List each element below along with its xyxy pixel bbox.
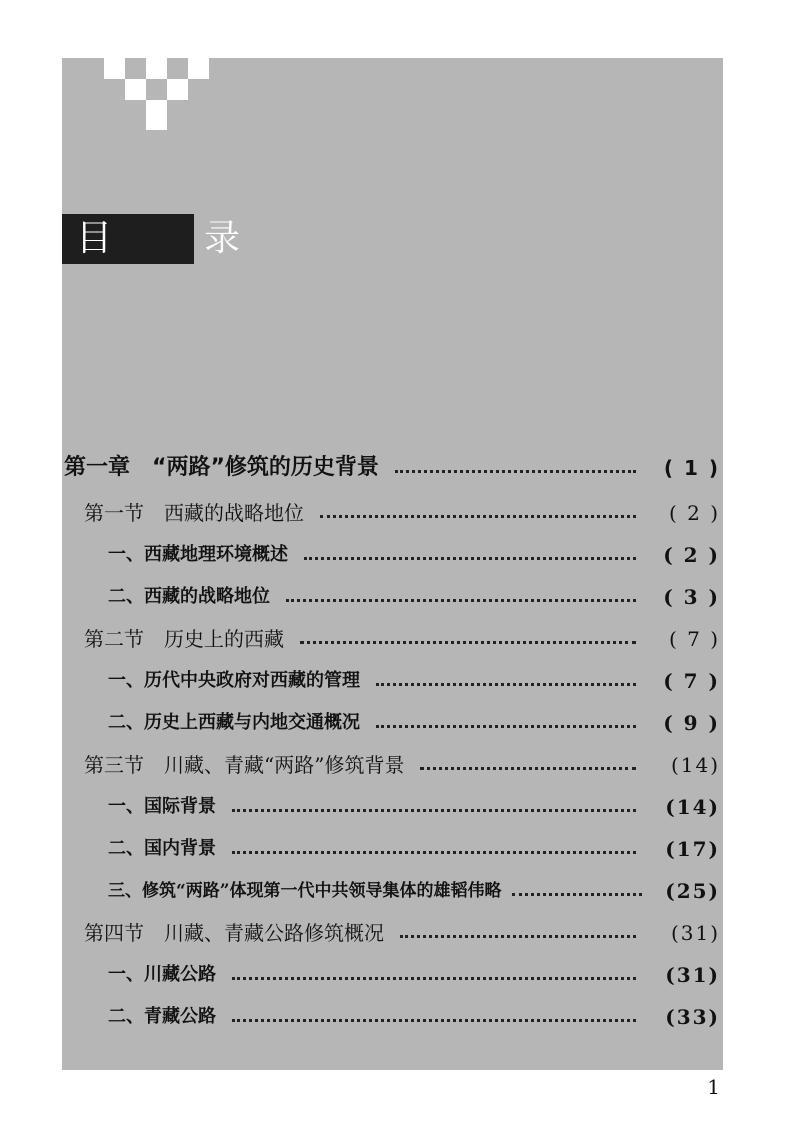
toc-entry[interactable]: [108, 790, 720, 824]
dot-leader: [304, 557, 636, 560]
toc-entry-page: (25): [665, 879, 720, 903]
toc-entry-page: (33): [665, 1005, 720, 1029]
toc-entry-title: 第四节 川藏、青藏公路修筑概况: [84, 921, 384, 945]
toc-entry-title: 一、川藏公路: [108, 964, 216, 985]
dot-leader: [286, 599, 636, 602]
toc-entry-title: 第一节 西藏的战略地位: [84, 501, 304, 525]
toc-entry-title: 一、西藏地理环境概述: [108, 544, 288, 565]
toc-entry-page: (14): [670, 753, 720, 777]
toc-entry[interactable]: [64, 451, 720, 485]
toc-entry[interactable]: [108, 832, 720, 866]
toc-entry-title: 二、青藏公路: [108, 1006, 216, 1027]
toc-entry-page: (14): [665, 795, 720, 819]
dot-leader: [232, 851, 636, 854]
toc-entry-page: ( 2 ): [663, 543, 720, 567]
dot-leader: [400, 935, 636, 938]
dot-leader: [376, 725, 636, 728]
dot-leader: [232, 977, 636, 980]
toc-entry-title: 三、修筑“两路”体现第一代中共领导集体的雄韬伟略: [108, 881, 502, 901]
toc-entry-page: ( 7 ): [668, 627, 720, 651]
dot-leader: [232, 809, 636, 812]
toc-entry-page: ( 1 ): [663, 456, 720, 480]
toc-entry-page: ( 9 ): [663, 711, 720, 735]
toc-entry-title: 二、西藏的战略地位: [108, 586, 270, 607]
toc-entry-page: (17): [665, 837, 720, 861]
toc-entry[interactable]: [108, 706, 720, 740]
toc-entry[interactable]: [108, 664, 720, 698]
dot-leader: [512, 893, 642, 896]
toc-entry-title: 第三节 川藏、青藏“两路”修筑背景: [84, 753, 405, 777]
toc-entry-page: (31): [665, 963, 720, 987]
dot-leader: [300, 641, 636, 644]
toc-heading: 目 录: [62, 214, 194, 264]
toc-entry-title: 二、国内背景: [108, 838, 216, 859]
toc-entry[interactable]: [84, 496, 720, 530]
dot-leader: [320, 515, 636, 518]
toc-entry[interactable]: [108, 958, 720, 992]
dot-leader: [376, 683, 636, 686]
toc-entry-title: 一、国际背景: [108, 796, 216, 817]
toc-entry[interactable]: [108, 1000, 720, 1034]
toc-entry[interactable]: [84, 748, 720, 782]
dot-leader: [420, 767, 636, 770]
toc-entry-title: 一、历代中央政府对西藏的管理: [108, 670, 360, 691]
toc-entry-title: 第二节 历史上的西藏: [84, 627, 284, 651]
toc-entry[interactable]: [108, 580, 720, 614]
dot-leader: [395, 470, 636, 473]
toc-entry-page: ( 7 ): [663, 669, 720, 693]
toc-entry-page: (31): [670, 921, 720, 945]
toc-entry[interactable]: [108, 874, 720, 908]
toc-entry-page: ( 2 ): [668, 501, 720, 525]
page-number: 1: [707, 1075, 720, 1099]
toc-entry-page: ( 3 ): [663, 585, 720, 609]
dot-leader: [232, 1019, 636, 1022]
toc-entry[interactable]: [84, 622, 720, 656]
toc-entry-title: 第一章 “两路”修筑的历史背景: [64, 455, 379, 480]
toc-entry[interactable]: [108, 538, 720, 572]
toc-entry[interactable]: [84, 916, 720, 950]
toc-entry-title: 二、历史上西藏与内地交通概况: [108, 712, 360, 733]
